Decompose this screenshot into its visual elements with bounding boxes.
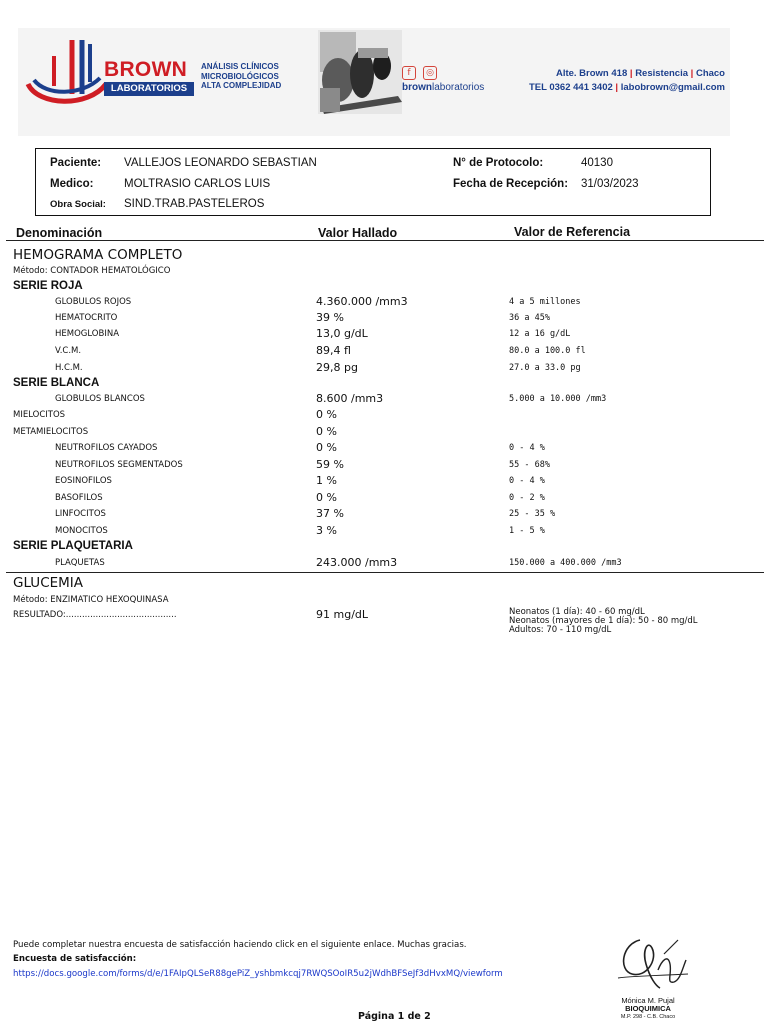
- test-reference: 1 - 5 %: [509, 526, 545, 536]
- patient-label: Paciente:: [50, 157, 102, 169]
- test-name: MIELOCITOS: [13, 410, 66, 420]
- signer-block: [598, 997, 698, 1021]
- doctor-label: Medico:: [50, 178, 94, 190]
- separator: |: [690, 68, 694, 79]
- test-value: 8.600 /mm3: [316, 392, 384, 405]
- reference-line: Neonatos (1 día): 40 - 60 mg/dL: [509, 607, 645, 617]
- page-number: Página 1 de 2: [358, 1011, 431, 1022]
- glucemia-value: 91 mg/dL: [316, 608, 369, 621]
- reference-line: Adultos: 70 - 110 mg/dL: [509, 625, 612, 635]
- test-name: MONOCITOS: [55, 526, 108, 536]
- test-reference: 12 a 16 g/dL: [509, 329, 571, 339]
- address-line: [556, 68, 725, 79]
- test-name: V.C.M.: [55, 346, 82, 356]
- series-title-red: SERIE ROJA: [13, 280, 83, 292]
- series-title-platelets: SERIE PLAQUETARIA: [13, 540, 133, 552]
- protocol-label: N° de Protocolo:: [453, 157, 544, 169]
- test-reference: 0 - 4 %: [509, 443, 545, 453]
- tagline: [201, 62, 281, 91]
- test-name: GLOBULOS BLANCOS: [55, 394, 145, 404]
- tagline-line: ANÁLISIS CLÍNICOS: [201, 62, 279, 71]
- header-divider: [6, 240, 764, 241]
- section-title-glucemia: GLUCEMIA: [13, 575, 84, 591]
- test-value: 3 %: [316, 524, 337, 537]
- test-name: HEMATOCRITO: [55, 313, 118, 323]
- test-reference: 55 - 68%: [509, 460, 550, 470]
- separator: |: [629, 68, 633, 79]
- test-reference: 27.0 a 33.0 pg: [509, 363, 581, 373]
- test-value: 243.000 /mm3: [316, 556, 398, 569]
- social-handle: [402, 82, 484, 93]
- section-divider: [6, 572, 764, 573]
- email[interactable]: labobrown@gmail.com: [620, 82, 725, 93]
- result-label: RESULTADO:.........................................: [13, 610, 177, 620]
- test-value: 0 %: [316, 425, 337, 438]
- test-value: 1 %: [316, 474, 337, 487]
- signer-registration: M.P. 298 - C.B. Chaco: [620, 1014, 676, 1020]
- survey-title: Encuesta de satisfacción:: [13, 954, 137, 964]
- address: Alte. Brown 418: [555, 68, 628, 79]
- brand-subtitle: LABORATORIOS: [104, 82, 194, 96]
- signer-name: Mónica M. Pujal: [621, 996, 675, 1005]
- test-value: 4.360.000 /mm3: [316, 295, 408, 308]
- test-reference: 150.000 a 400.000 /mm3: [509, 558, 622, 568]
- test-value: 0 %: [316, 441, 337, 454]
- test-name: HEMOGLOBINA: [55, 329, 120, 339]
- test-reference: 36 a 45%: [509, 313, 550, 323]
- test-reference: 5.000 a 10.000 /mm3: [509, 394, 607, 404]
- social-handle-bold: brown: [402, 82, 432, 93]
- protocol-number: 40130: [581, 157, 613, 169]
- doctor-name: MOLTRASIO CARLOS LUIS: [124, 178, 271, 190]
- facebook-icon[interactable]: f: [402, 66, 416, 80]
- insurance-label: Obra Social:: [50, 199, 106, 210]
- insurance-name: SIND.TRAB.PASTELEROS: [124, 198, 265, 210]
- column-header-reference: Valor de Referencia: [514, 225, 631, 239]
- microscope-image: [318, 30, 402, 114]
- test-name: H.C.M.: [55, 363, 83, 373]
- test-value: 0 %: [316, 491, 337, 504]
- section-title-hemograma: HEMOGRAMA COMPLETO: [13, 247, 183, 263]
- reception-date: 31/03/2023: [581, 178, 639, 190]
- test-name: EOSINOFILOS: [55, 476, 112, 486]
- series-title-white: SERIE BLANCA: [13, 377, 100, 389]
- test-value: 39 %: [316, 311, 344, 324]
- test-name: METAMIELOCITOS: [13, 427, 89, 437]
- test-name: NEUTROFILOS SEGMENTADOS: [55, 460, 183, 470]
- test-value: 59 %: [316, 458, 344, 471]
- test-name: NEUTROFILOS CAYADOS: [55, 443, 158, 453]
- test-name: GLOBULOS ROJOS: [55, 297, 132, 307]
- phone: TEL 0362 441 3402: [528, 82, 613, 93]
- column-header-value: Valor Hallado: [318, 226, 398, 240]
- test-name: PLAQUETAS: [55, 558, 105, 568]
- test-name: BASOFILOS: [55, 493, 103, 503]
- survey-link[interactable]: https://docs.google.com/forms/d/e/1FAIpQLSeR88gePiZ_yshbmkcqj7RWQSOoIR5u2jWdhBFSeJf3dHvxMQ/viewform: [13, 969, 503, 979]
- test-reference: 80.0 a 100.0 fl: [509, 346, 586, 356]
- signature: [612, 930, 692, 994]
- glucemia-reference: [509, 608, 698, 635]
- reception-date-label: Fecha de Recepción:: [453, 178, 569, 190]
- reference-line: Neonatos (mayores de 1 día): 50 - 80 mg/dL: [509, 616, 698, 626]
- test-reference: 0 - 2 %: [509, 493, 545, 503]
- test-value: 13,0 g/dL: [316, 327, 368, 340]
- city: Resistencia: [635, 68, 688, 79]
- patient-name: VALLEJOS LEONARDO SEBASTIAN: [124, 157, 317, 169]
- test-value: 37 %: [316, 507, 344, 520]
- tagline-line: ALTA COMPLEJIDAD: [201, 81, 282, 90]
- tagline-line: MICROBIOLÓGICOS: [201, 71, 279, 81]
- test-name: LINFOCITOS: [55, 509, 106, 519]
- column-header-name: Denominación: [16, 226, 103, 240]
- test-reference: 0 - 4 %: [509, 476, 545, 486]
- province: Chaco: [695, 68, 725, 79]
- separator: |: [615, 82, 619, 93]
- social-handle-rest: laboratorios: [432, 82, 485, 93]
- laboratory-logo: [24, 36, 110, 110]
- brand-name: BROWN: [104, 58, 188, 81]
- test-value: 29,8 pg: [316, 361, 358, 374]
- signer-title: BIOQUIMICA: [625, 1004, 671, 1013]
- test-reference: 25 - 35 %: [509, 509, 556, 519]
- method-glucemia: Método: ENZIMATICO HEXOQUINASA: [13, 595, 169, 605]
- instagram-icon[interactable]: ◎: [423, 66, 437, 80]
- test-value: 89,4 fl: [316, 344, 351, 357]
- test-reference: 4 a 5 millones: [509, 297, 581, 307]
- contact-line: [529, 82, 725, 93]
- method-hemograma: Método: CONTADOR HEMATOLÓGICO: [13, 266, 171, 276]
- survey-invitation: Puede completar nuestra encuesta de satisfacción haciendo click en el siguiente enlace. Muchas gracias.: [13, 940, 467, 950]
- test-value: 0 %: [316, 408, 337, 421]
